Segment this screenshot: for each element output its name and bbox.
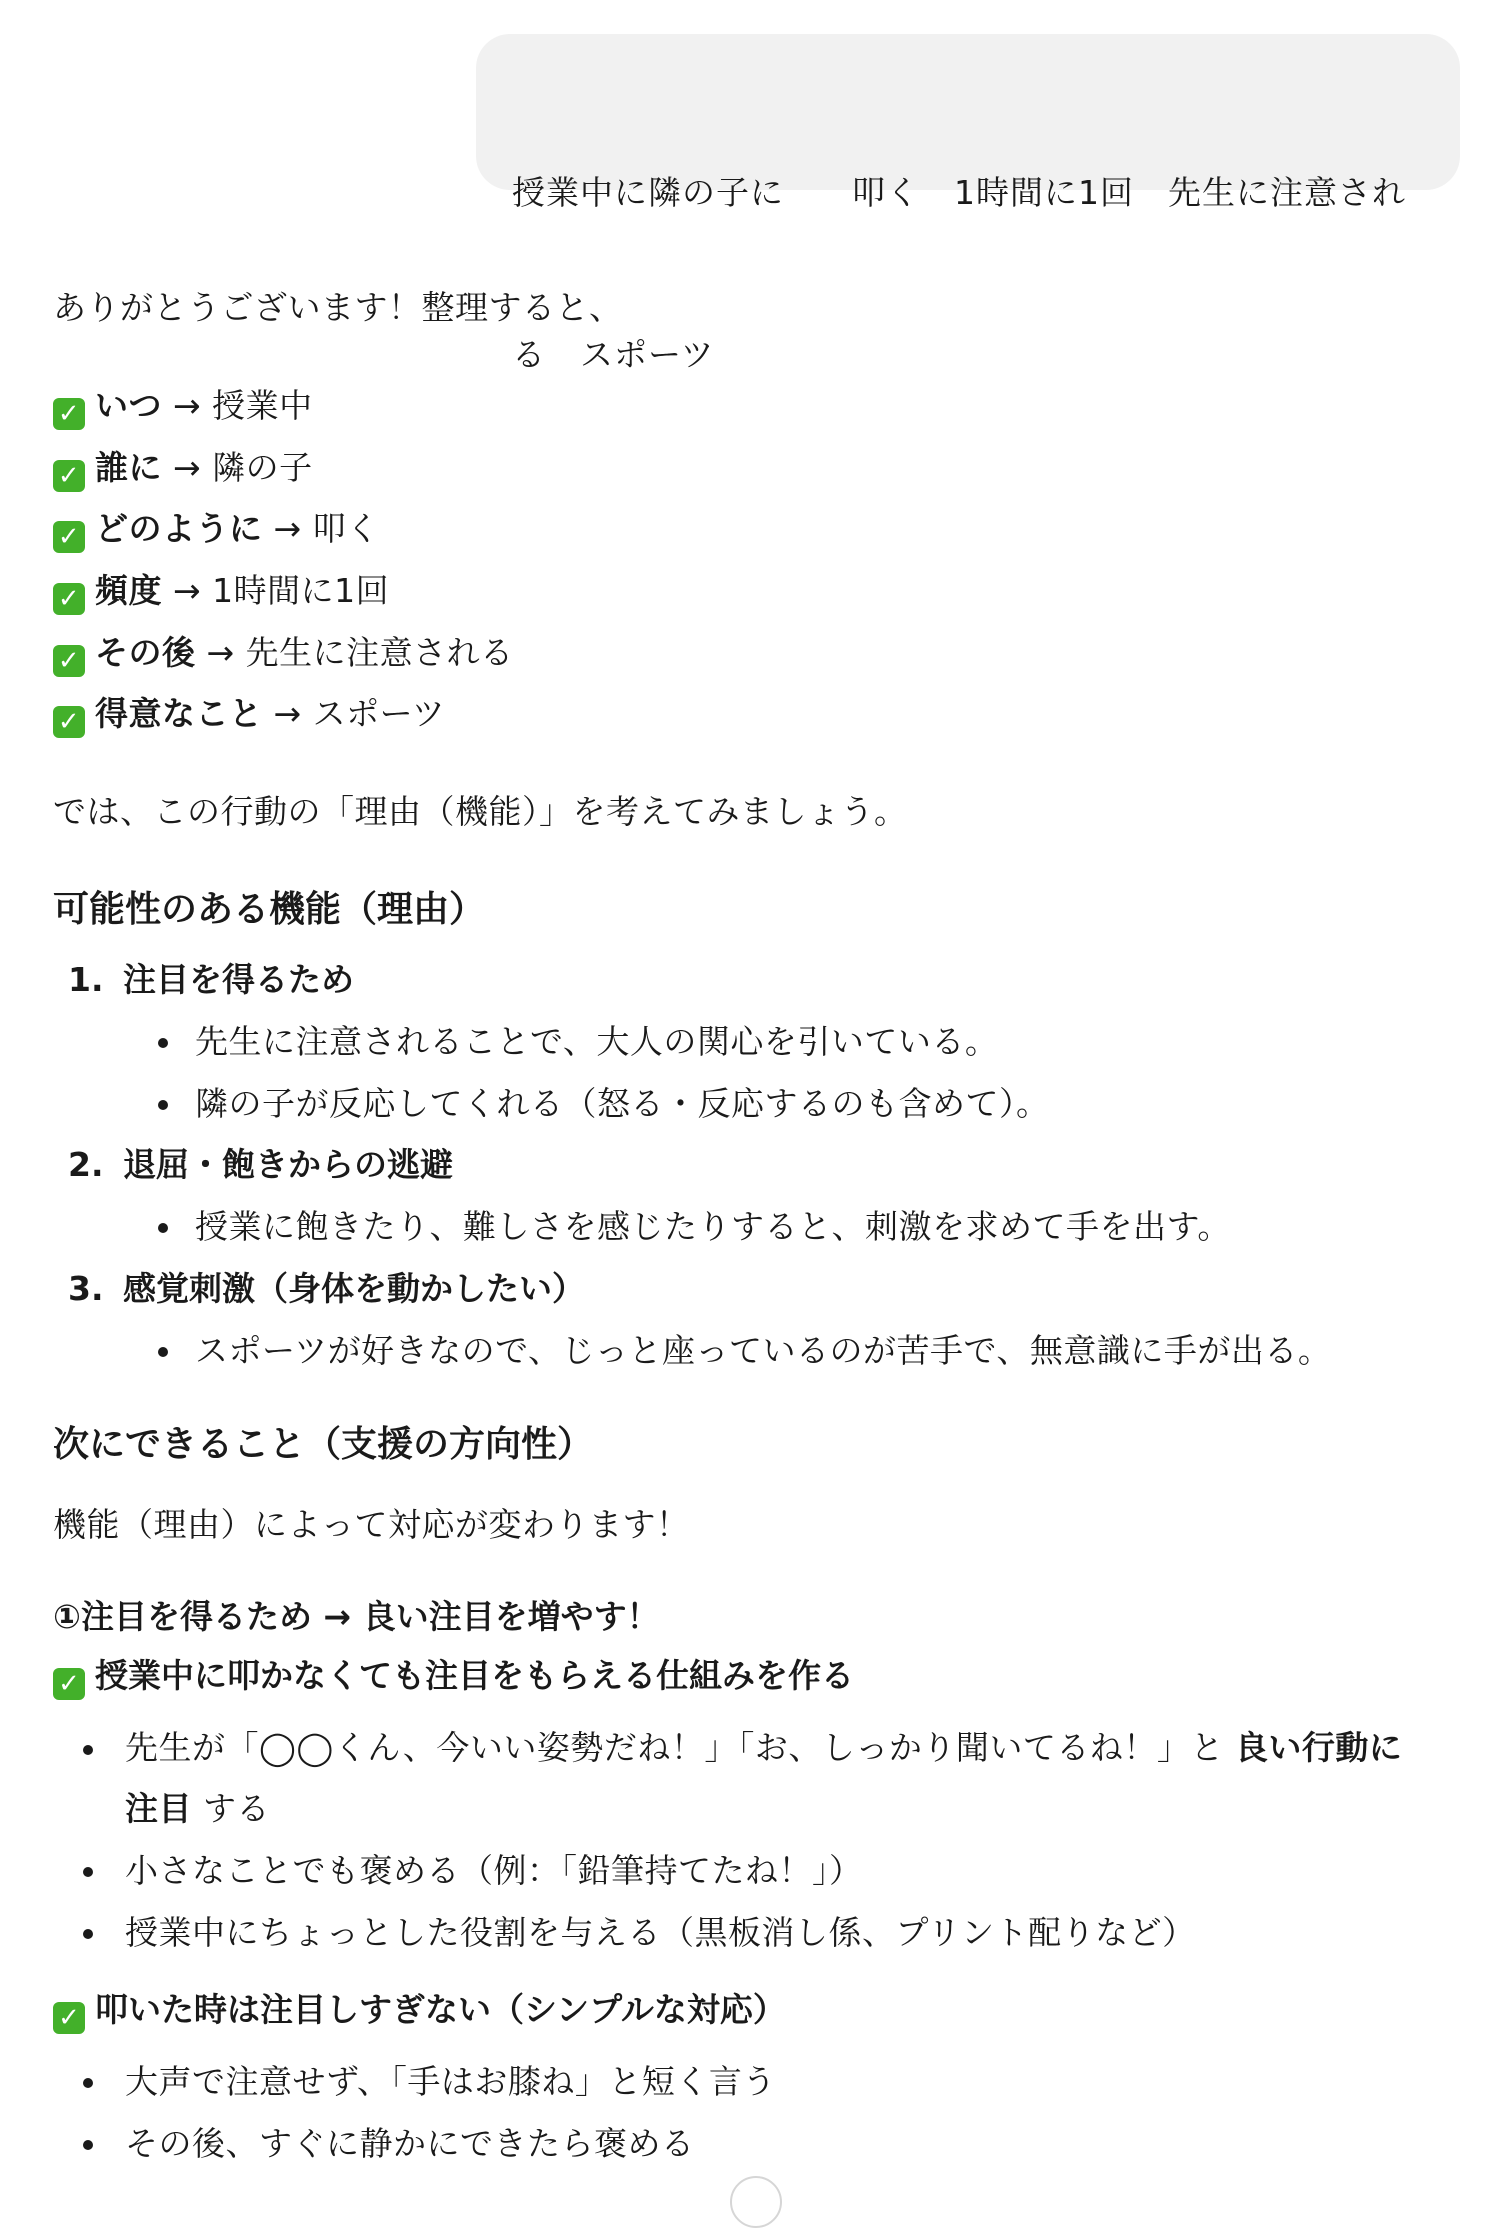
summary-label: 誰に [95, 448, 162, 487]
list-item-text: 先生が「◯◯くん、今いい姿勢だね！」「お、しっかり聞いてるね！」と [125, 1728, 1235, 1767]
bullet-icon [158, 1038, 168, 1048]
summary-item [53, 631, 514, 677]
summary-item [53, 446, 313, 492]
section-heading-support: 次にできること（支援の方向性） [53, 1424, 594, 1465]
summary-label: 頻度 [95, 571, 162, 610]
check-mark-icon: ✓ [53, 706, 85, 738]
bullet-icon [158, 1347, 168, 1357]
summary-item [53, 692, 445, 738]
bullet-icon [83, 1745, 93, 1755]
check-mark-icon: ✓ [53, 398, 85, 430]
user-message-line-1: 授業中に隣の子に 叩く 1時間に1回 先生に注意され [512, 173, 1406, 212]
list-number: 3. [68, 1269, 104, 1308]
function-title: 注目を得るため [123, 960, 354, 999]
summary-value: → 叩く [262, 509, 380, 548]
scroll-to-bottom-button[interactable] [730, 2176, 782, 2228]
bullet-icon [83, 1929, 93, 1939]
list-item: 隣の子が反応してくれる（怒る・反応するのも含めて）。 [195, 1084, 1050, 1123]
check-mark-icon: ✓ [53, 2002, 85, 2034]
list-item-continuation [125, 1787, 270, 1831]
summary-item [53, 507, 380, 553]
bullet-icon [83, 2140, 93, 2150]
list-item [125, 1726, 1402, 1770]
summary-label: 得意なこと [95, 694, 263, 733]
summary-label: どのように [95, 509, 263, 548]
check-heading-text: 授業中に叩かなくても注目をもらえる仕組みを作る [95, 1656, 854, 1695]
summary-value: → 先生に注意される [195, 633, 514, 672]
bullet-icon [158, 1223, 168, 1233]
check-mark-icon: ✓ [53, 1668, 85, 1700]
check-mark-icon: ✓ [53, 460, 85, 492]
check-heading [53, 1654, 854, 1700]
user-message-bubble [476, 34, 1460, 374]
summary-label: いつ [95, 386, 162, 425]
list-number: 2. [68, 1145, 104, 1184]
summary-item [53, 569, 389, 615]
check-mark-icon: ✓ [53, 521, 85, 553]
summary-label: その後 [95, 633, 196, 672]
bullet-icon [158, 1100, 168, 1110]
list-item: 小さなことでも褒める（例：「鉛筆持てたね！」） [125, 1851, 863, 1890]
section-heading-functions: 可能性のある機能（理由） [53, 889, 486, 930]
list-item-emphasis: 良い行動に [1234, 1728, 1403, 1767]
list-item: 大声で注意せず、「手はお膝ね」と短く言う [125, 2062, 776, 2101]
list-item: 授業に飽きたり、難しさを感じたりすると、刺激を求めて手を出す。 [195, 1207, 1231, 1246]
check-mark-icon: ✓ [53, 583, 85, 615]
bullet-icon [83, 1867, 93, 1877]
summary-item [53, 384, 313, 430]
list-item-text: する [192, 1789, 270, 1828]
summary-value: → スポーツ [262, 694, 446, 733]
list-item: スポーツが好きなので、じっと座っているのが苦手で、無意識に手が出る。 [195, 1331, 1332, 1370]
transition-text: では、この行動の「理由（機能）」を考えてみましょう。 [53, 792, 908, 831]
list-item-emphasis: 注目 [125, 1789, 192, 1828]
bullet-icon [83, 2078, 93, 2088]
function-title: 退屈・飽きからの逃避 [123, 1145, 453, 1184]
list-number: 1. [68, 960, 104, 999]
summary-value: → 隣の子 [162, 448, 313, 487]
summary-value: → 1時間に1回 [162, 571, 390, 610]
reply-intro: ありがとうございます！整理すると、 [53, 288, 623, 327]
user-message-line-2: る スポーツ [512, 335, 715, 374]
summary-value: → 授業中 [162, 386, 313, 425]
function-title: 感覚刺激（身体を動かしたい） [123, 1269, 585, 1308]
list-item: その後、すぐに静かにできたら褒める [125, 2124, 695, 2163]
check-mark-icon: ✓ [53, 645, 85, 677]
check-heading [53, 1988, 786, 2034]
check-heading-text: 叩いた時は注目しすぎない（シンプルな対応） [95, 1990, 786, 2029]
section-intro: 機能（理由）によって対応が変わります！ [53, 1505, 690, 1544]
list-item: 先生に注意されることで、大人の関心を引いている。 [195, 1022, 999, 1061]
subheading-attention: ①注目を得るため → 良い注目を増やす！ [53, 1597, 660, 1636]
list-item: 授業中にちょっとした役割を与える（黒板消し係、プリント配りなど） [125, 1913, 1196, 1952]
